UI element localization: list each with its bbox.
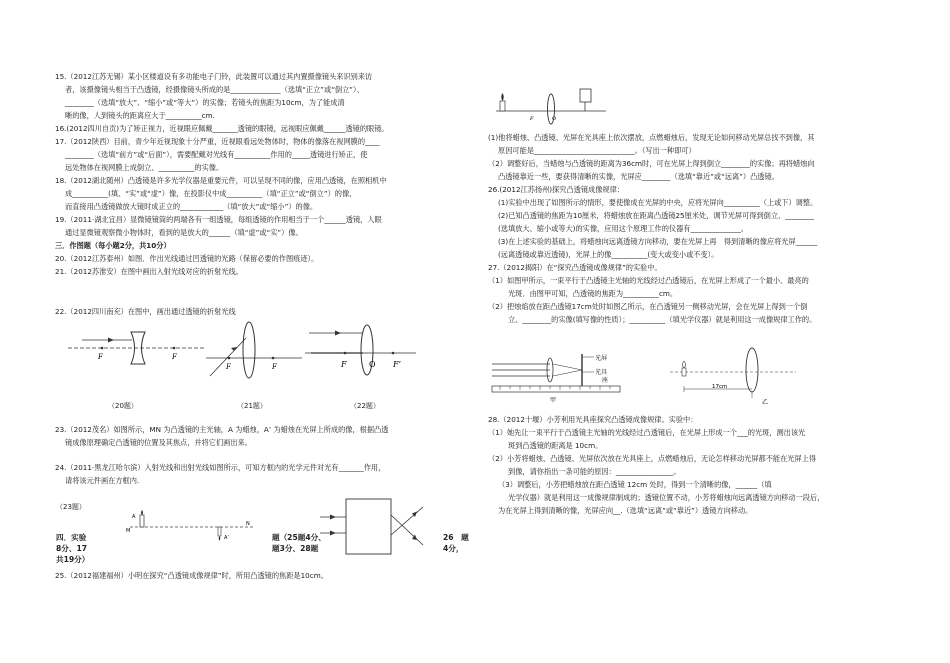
table-cell: 26 题 <box>443 533 469 542</box>
q23-line1: 23.（2012茂名）如图所示，MN 为凸透镜的主光轴，A 为蜡烛，A’ 为蜡烛在光屏上所成的像，根据凸透 <box>55 425 389 434</box>
q15-line2: 者，该摄像镜头相当于凸透镜，经摄像镜头所成的是______________（选填“正立”或“倒立”）、 <box>65 85 364 94</box>
q17-line3: 远处物体在视网膜上成倒立、__________的实像。 <box>65 163 224 172</box>
figure-21-convex-lens <box>204 320 304 380</box>
figure-25-optical-bench <box>492 83 610 125</box>
focus-label: F <box>272 363 277 371</box>
caption-fig21: （21题） <box>237 402 267 410</box>
focus-label: F <box>98 353 103 361</box>
q28-2-line2: 到像，请你指出一条可能的原因：________________。 <box>508 467 681 476</box>
figure-23-candle-axis <box>120 505 255 545</box>
focus-label: F <box>341 360 347 369</box>
q25-line1: 25.（2012福建福州）小明在探究“凸透镜成像规律”时，所用凸透镜的焦距是10cm。 <box>55 571 328 580</box>
q27-2-line1: （2）把烛焰放在距凸透镜17cm处时如图乙所示，在凸透镜另一侧移动光屏，会在光屏上得到一个倒 <box>488 302 808 311</box>
q27-2-line2: 立、________的实像(填写像的性质）；__________（填光学仪器）就是利用这一成像规律工作的。 <box>508 315 817 324</box>
q25-1-line1: (1)他将蜡烛、凸透镜、光屏在光具座上依次摆放，点燃蜡烛后，发现无论如何移动光屏总找不到像，其 <box>488 133 815 142</box>
figure-24-optical-box <box>318 493 428 563</box>
q18-line2: 成__________(填、“实”或“虚”）像，在投影仪中成__________（填“正立”或“倒立”）的像， <box>65 189 357 198</box>
q22-line1: 22.（2012四川南充）在图中，画出通过透镜的折射光线 <box>55 307 236 316</box>
bench-label: 光具 <box>595 369 608 376</box>
q24-line2: 请将该元件画在方框内. <box>65 476 140 485</box>
focus-label: F <box>226 363 231 371</box>
q26-2-line2: (选填放大、缩小或等大)的实像，应用这个原理工作的仪器有______________。 <box>498 224 748 233</box>
q24-line1: 24.（2011·黑龙江哈尔滨）入射光线和出射光线如图所示，可知方框内的光学元件对光有_______作用， <box>55 463 386 472</box>
section4-heading-right <box>443 532 469 554</box>
q26-3-line1: (3)在上述实验的基础上，将蜡烛向远离透镜方向移动，要在光屏上再 得到清晰的像应将光屏______ <box>498 237 818 246</box>
table-cell: 4分， <box>443 544 464 553</box>
q26-line1: 26.(2012江苏扬州)探究凸透镜成像规律： <box>488 185 624 194</box>
q27-1-line1: （1）如图甲所示，一束平行于凸透镜主光轴的光线经过凸透镜后，在光屏上形成了一个最小、最亮的 <box>488 276 809 285</box>
q26-2-line1: (2)已知凸透镜的焦距为10厘米，将蜡烛放在距离凸透镜25厘米处，调节光屏可得到倒立、________ <box>498 211 814 220</box>
q17-line2: ________（选填“前方”或“后面”），需要配戴对光线有__________作用的_____透镜进行矫正，使 <box>65 150 368 159</box>
focus-label: F <box>530 116 534 122</box>
right-column-top <box>488 131 903 326</box>
point-n-label: N <box>246 521 250 527</box>
q25-2-line1: （2）调整好后，当蜡烛与凸透镜的距离为36cm时，可在光屏上得到倒立________的实像；再将蜡烛向 <box>488 159 815 168</box>
q25-block <box>55 569 473 582</box>
figure-27-jia <box>490 352 630 406</box>
distance-label: 17cm <box>712 384 728 390</box>
caption-fig20: （20题） <box>108 402 138 410</box>
q16-line1: 16.(2012四川自贡)为了矫正视力，近视眼应佩戴_______透镜的眼镜，远视眼应佩戴______透镜的眼镜。 <box>55 124 389 133</box>
table-cell: 题3分、28题 <box>272 544 319 553</box>
q28-3-line2: 光学仪器）就是利用这一成像规律制成的；透镜位置不动，小芳将蜡烛向远离透镜方向移动一段后， <box>508 493 825 502</box>
q18-line1: 18.（2012湖北随州）凸透镜是许多光学仪器是重要元件，可以呈现不同的像，应用凸透镜，在照相机中 <box>55 176 387 185</box>
q28-1-line1: （1）她先让一束平行于凸透镜主光轴的光线经过凸透镜后，在光屏上形成一个___的光斑，测出该光 <box>488 428 806 437</box>
q28-line1: 28.（2012十堰）小芳利用光具座探究凸透镜成像规律。实验中： <box>488 415 698 424</box>
table-cell: 8分、17 <box>56 544 88 553</box>
section4-heading <box>56 532 89 565</box>
figure-27-yi <box>668 346 798 406</box>
figure-yi-label: 乙 <box>762 399 769 406</box>
figure-22-convex-lens <box>303 323 418 377</box>
left-column <box>55 70 473 278</box>
q27-line1: 27.（2012揭阳）在“探究凸透镜成像规律”的实验中。 <box>488 263 662 272</box>
optical-center-label: O <box>552 116 557 122</box>
screen-label: 光屏 <box>595 355 608 362</box>
table-cell: 题（25题4分、 <box>272 533 326 542</box>
q20-line1: 20.（2012江苏泰州）如图．作出光线通过凹透镜的光路（保留必要的作图痕迹）。 <box>55 254 319 263</box>
section4-heading-mid <box>272 532 326 554</box>
caption-fig22: （22题） <box>350 402 380 410</box>
focus-prime-label: F’ <box>393 360 402 369</box>
figure-20-concave-lens <box>68 326 208 372</box>
q28-3-line1: （3）调整后，小芳把蜡烛放在距凸透镜 12cm 处时，得到一个清晰的像，______（填 <box>498 480 772 489</box>
focus-label: F <box>172 353 177 361</box>
q25-1-line2: 原因可能是____________________________。（写出一种即可） <box>498 146 696 155</box>
q22-block <box>55 305 473 318</box>
q15-line3: ________（选填“放大”、“缩小”或“等大”）的实像；若镜头的焦距为10cm，为了能成清 <box>65 98 345 107</box>
q26-1-line1: (1)实验中出现了如图所示的情形，要使像成在光屏的中央，应将光屏向__________（上或下）调整。 <box>498 198 818 207</box>
q15-line4: 晰的像，人到镜头的距离应大于__________cm. <box>65 111 215 120</box>
q28-1-line2: 斑到凸透镜的距离是 10cm。 <box>508 441 603 450</box>
q28-2-line1: （2）小芳将蜡烛、凸透镜、光屏依次放在光具座上，点燃蜡烛后，无论怎样移动光屏都不能在光屏上得 <box>488 454 817 463</box>
bench-label-2: 座 <box>602 377 609 384</box>
q23-line2: 镜成像原理确定凸透镜的位置及其焦点，并将它们画出来。 <box>65 438 252 447</box>
q18-line3: 而直接用凸透镜做放大镜时成正立的____________（填“放大”或“缩小”）的像。 <box>65 202 318 211</box>
q26-3-line2: (远离透镜或靠近透镜)，光屏上的像__________(变大或变小或不变）。 <box>498 250 719 259</box>
point-a-label: A <box>132 514 136 520</box>
table-cell: 共19分） <box>56 555 90 564</box>
table-cell: 四．实验 <box>56 533 87 542</box>
q23-q24-block <box>55 423 473 487</box>
q28-3-line3: 为在光屏上得到清晰的像，光屏应向__.（选填“远离”或“靠近”）透镜方向移动。 <box>498 506 753 515</box>
section3-heading: 三．作图题（每小题2分，共10分） <box>55 241 171 250</box>
caption-fig23: （23题） <box>56 503 86 511</box>
right-column-bottom <box>488 413 903 517</box>
figure-jia-label: 甲 <box>550 397 557 404</box>
q25-2-line2: 凸透镜靠近一些，要获得清晰的实像，光屏应________（选填“靠近”或“远离”）凸透镜。 <box>498 172 779 181</box>
q19-line2: 通过显微镜观察微小物体时，看到的是放大的______（填“虚”或“实”）像。 <box>65 228 303 237</box>
point-m-label: M <box>126 528 131 534</box>
q19-line1: 19.（2011·湖北宜昌）显微镜镜筒的两端各有一组透镜，每组透镜的作用相当于一个______透镜，人眼 <box>55 215 382 224</box>
q27-1-line2: 光斑．由图甲可知，凸透镜的焦距为__________cm。 <box>508 289 678 298</box>
q17-line1: 17.（2012陕西）目前，青少年近视现象十分严重，近视眼看远处物体时，物体的像落在视网膜的____ <box>55 137 380 146</box>
optical-center-label: O <box>369 360 376 369</box>
point-a-prime-label: A’ <box>224 535 230 541</box>
q15-line1: 15.（2012江苏无锡）某小区楼道设有多功能电子门铃，此装置可以通过其内置摄像镜头来识别来访 <box>55 72 373 81</box>
q21-line1: 21.（2012苏淮安）在图中画出入射光线对应的折射光线。 <box>55 267 243 276</box>
